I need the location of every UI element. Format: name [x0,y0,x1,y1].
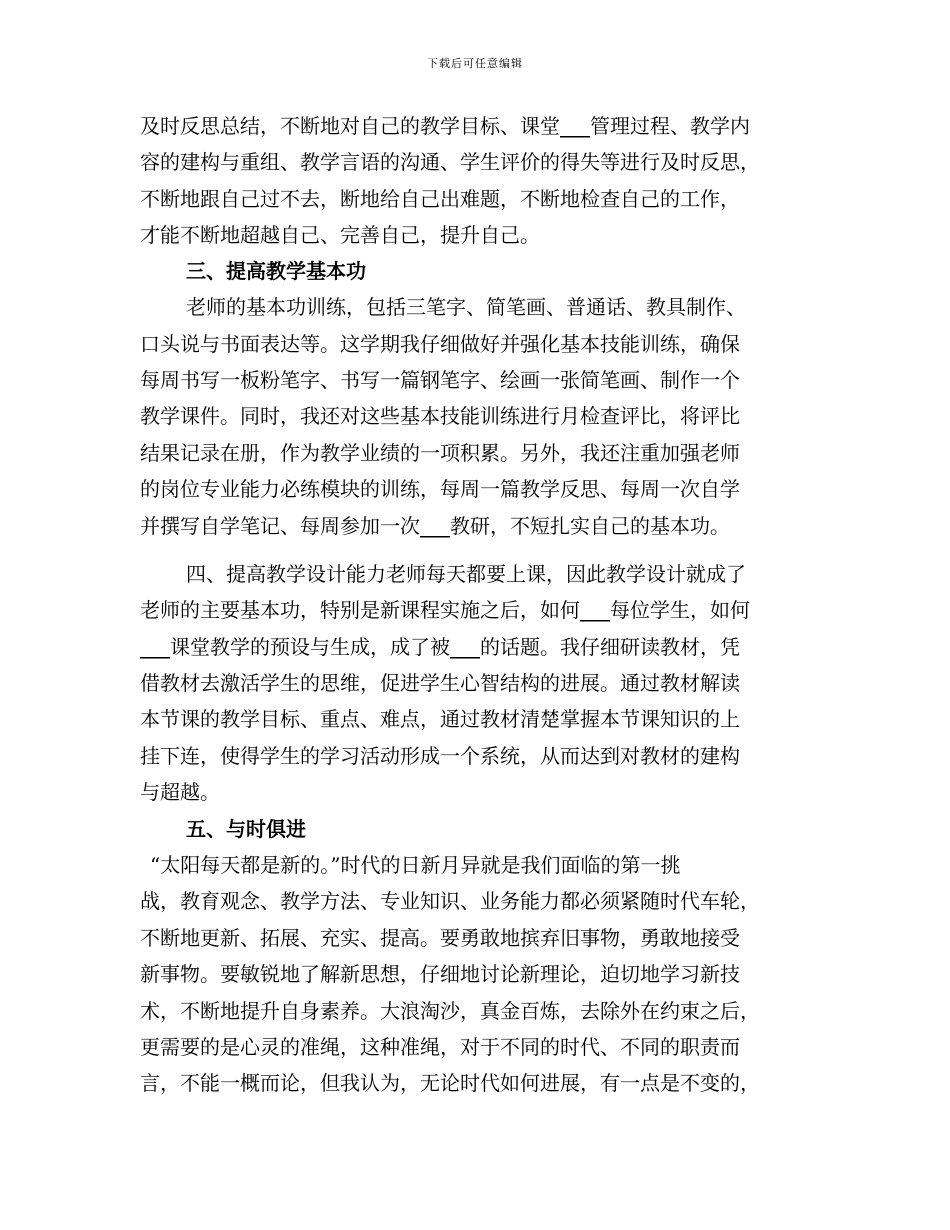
paragraph-line: 不断地跟自己过不去，断地给自己出难题，不断地检查自己的工作， [140,187,740,211]
blank-underline: ___ [560,114,590,138]
paragraph-line [140,113,750,139]
text-run: 管理过程、教学内 [590,114,750,138]
paragraph-line: 才能不断地超越自己、完善自己，提升自己。 [140,223,540,247]
paragraph-line: 借教材去激活学生的思维，促进学生心智结构的进展。通过教材解读 [140,671,740,695]
text-run: 并撰写自学笔记、每周参加一次 [140,514,420,538]
text-run: 每位学生，如何 [610,598,750,622]
paragraph-line: 本节课的教学目标、重点、难点，通过教材清楚掌握本节课知识的上 [140,707,740,731]
paragraph-line: 的岗位专业能力必练模块的训练，每周一篇教学反思、每周一次自学 [140,477,740,501]
paragraph-line: 容的建构与重组、教学言语的沟通、学生评价的得失等进行及时反思， [140,150,760,174]
paragraph-line [140,597,750,623]
paragraph-line: 新事物。要敏锐地了解新思想，仔细地讨论新理论，迫切地学习新技 [140,962,740,986]
page-header: 下载后可任意编辑 [427,57,523,70]
text-run: 教研，不短扎实自己的基本功。 [450,514,730,538]
text-run: 及时反思总结，不断地对自己的教学目标、课堂 [140,114,560,138]
blank-underline: ___ [140,635,170,659]
paragraph-line: 言，不能一概而论，但我认为，无论时代如何进展，有一点是不变的， [140,1071,760,1095]
paragraph-line: 与超越。 [140,780,220,804]
section-heading: 五、与时俱进 [186,817,306,841]
blank-underline: ___ [450,635,480,659]
section-heading: 三、提高教学基本功 [186,259,366,283]
blank-underline: ___ [580,598,610,622]
paragraph-line: 不断地更新、拓展、充实、提高。要勇敢地摈弃旧事物，勇敢地接受 [140,926,740,950]
paragraph-line: 教学课件。同时，我还对这些基本技能训练进行月检查评比，将评比 [140,404,740,428]
paragraph-line [140,634,740,660]
text-run: 的话题。我仔细研读教材，凭 [480,635,740,659]
paragraph-line: 四、提高教学设计能力老师每天都要上课，因此教学设计就成了 [186,562,746,586]
paragraph-line: 更需要的是心灵的准绳，这种准绳，对于不同的时代、不同的职责而 [140,1035,740,1059]
paragraph-line: 口头说与书面表达等。这学期我仔细做好并强化基本技能训练，确保 [140,332,740,356]
paragraph-line: “太阳每天都是新的。”时代的日新月异就是我们面临的第一挑 [150,853,681,877]
paragraph-line: 术，不断地提升自身素养。大浪淘沙，真金百炼，去除外在约束之后， [140,999,760,1023]
blank-underline: ___ [420,514,450,538]
paragraph-line: 结果记录在册，作为教学业绩的一项积累。另外，我还注重加强老师 [140,441,740,465]
paragraph-line: 挂下连，使得学生的学习活动形成一个系统，从而达到对教材的建构 [140,744,740,768]
paragraph-line [140,513,730,539]
paragraph-line: 每周书写一板粉笔字、书写一篇钢笔字、绘画一张简笔画、制作一个 [140,368,740,392]
paragraph-line: 老师的基本功训练，包括三笔字、简笔画、普通话、教具制作、 [186,295,746,319]
text-run: 老师的主要基本功，特别是新课程实施之后，如何 [140,598,580,622]
text-run: 课堂教学的预设与生成，成了被 [170,635,450,659]
paragraph-line: 战，教育观念、教学方法、专业知识、业务能力都必须紧随时代车轮， [140,889,760,913]
